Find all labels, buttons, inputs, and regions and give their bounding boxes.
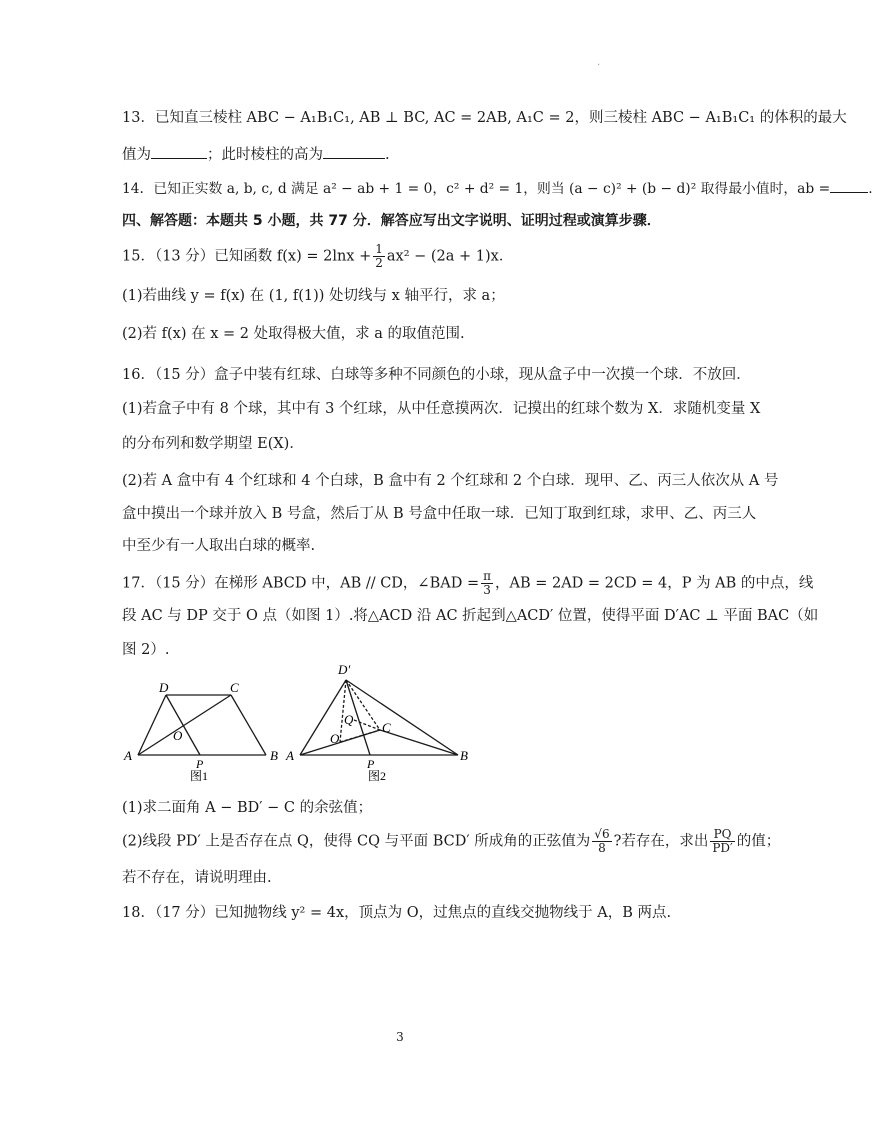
problem-16-q1-line-2: 的分布列和数学期望 E(X)． [122,436,304,452]
fig1-label-a: A [124,748,132,763]
problem-17-line-3: 图 2）. [122,642,170,658]
fig1-label-o: O [173,728,183,743]
fig2-label-a: A [286,748,294,763]
answer-blank-1[interactable] [151,144,207,159]
fraction-pi-over-3 [481,570,493,597]
problem-17-q2-text-a: (2)线段 PD′ 上是否存在点 Q，使得 CQ 与平面 BCD′ 所成角的正弦值为 [122,833,591,850]
fraction-denominator: 2 [375,256,383,270]
problem-17-line-1 [122,570,813,597]
fraction-numerator: π [483,569,491,583]
problem-15-q1: (1)若曲线 y = f(x) 在 (1, f(1)) 处切线与 x 轴平行，求 a； [122,288,505,304]
problem-16-q2-line-3: 中至少有一人取出白球的概率. [122,538,316,554]
fig1-label-b: B [270,748,278,763]
problem-17-q2-text-c: 的值； [736,833,781,850]
fraction-denominator: 8 [598,841,606,855]
problem-17-q3: 若不存在，请说明理由. [122,870,272,886]
fraction-denominator: 3 [483,583,491,597]
fig2-label-q: Q [344,712,354,727]
figure-2-caption: 图2 [368,769,387,783]
problem-14-line-1 [122,178,873,200]
problem-13-line-2 [122,144,390,166]
problem-17-q2-text-b: ?若存在，求出 [613,833,709,850]
problem-17-text-b: ，AB = 2AD = 2CD = 4，P 为 AB 的中点，线 [494,575,814,592]
problem-13-text-c: . [385,147,390,163]
problem-14-end: . [868,181,873,197]
figure-1-caption: 图1 [190,769,209,783]
problem-18-line-1: 18．（17 分）已知抛物线 y² = 4x，顶点为 O，过焦点的直线交抛物线于 A，B 两点. [122,905,672,921]
segment-oc [340,730,380,742]
edge-cb [231,695,266,755]
problem-17-text-a: 17．（15 分）在梯形 ABCD 中，AB // CD，∠BAD = [122,575,480,592]
problem-15-head [122,243,513,270]
problem-15-text: 15．（13 分）已知函数 f(x) = 2lnx + [122,248,372,265]
problem-14-text: 14．已知正实数 a, b, c, d 满足 a² − ab + 1 = 0，c² + d² = 1，则当 (a − c)² + (b − d)² 取得最小值时，ab = [122,181,831,197]
fig2-label-p: P [367,757,375,771]
fraction-denominator: PD′ [712,841,733,855]
segment-dp [166,695,200,755]
fraction-one-half [373,243,385,270]
page-number: 3 [396,1030,404,1044]
problem-13-text-b: ；此时棱柱的高为 [207,147,323,163]
corner-mark: · [597,60,601,71]
fraction-pq-over-pd [710,828,734,855]
answer-blank-3[interactable] [830,178,868,193]
geometry-figures [118,660,498,790]
fraction-root6-over-8 [592,828,611,855]
problem-17-q1: (1)求二面角 A − BD′ − C 的余弦值； [122,800,373,816]
edge-cb [380,730,458,755]
answer-blank-2[interactable] [323,144,385,159]
problem-16-q1-line-1: (1)若盒子中有 8 个球，其中有 3 个红球，从中任意摸两次．记摸出的红球个数为 X．求随机变量 X [122,401,761,417]
problem-15-q2: (2)若 f(x) 在 x = 2 处取得极大值，求 a 的取值范围. [122,326,465,342]
figure-2-folded [300,680,458,755]
fraction-numerator: PQ [710,828,734,842]
edge-ac [300,730,380,755]
problem-16-q2-line-2: 盒中摸出一个球并放入 B 号盒，然后丁从 B 号盒中任取一球．已知丁取到红球，求甲、乙、丙三人 [122,506,757,522]
fig1-label-c: C [230,680,239,695]
figure-1-trapezoid [138,695,266,755]
problem-13-text-a: 值为 [122,147,151,163]
fig1-label-p: P [196,757,204,771]
fraction-numerator: 1 [375,242,383,256]
fig1-label-d: D [159,680,169,695]
problem-16-q2-line-1: (2)若 A 盒中有 4 个红球和 4 个白球，B 盒中有 2 个红球和 2 个白球．现甲、乙、丙三人依次从 A 号 [122,473,779,489]
fig2-label-d-prime: D′ [338,662,351,677]
problem-17-line-2: 段 AC 与 DP 交于 O 点（如图 1）.将△ACD 沿 AC 折起到△ACD′ 位置，使得平面 D′AC ⊥ 平面 BAC（如 [122,608,819,624]
fig2-label-o: O [330,731,340,746]
fraction-numerator: √6 [594,827,610,841]
edge-db [346,680,458,755]
problem-15-tail: ax² − (2a + 1)x． [386,248,514,265]
section-heading: 四、解答题：本题共 5 小题，共 77 分．解答应写出文字说明、证明过程或演算步骤． [122,213,661,229]
problem-17-q2 [122,828,780,855]
fig2-label-b: B [460,748,468,763]
problem-13-line-1: 13．已知直三棱柱 ABC − A₁B₁C₁, AB ⊥ BC, AC = 2AB, A₁C = 2，则三棱柱 ABC − A₁B₁C₁ 的体积的最大 [122,110,847,126]
segment-qc [354,720,380,730]
problem-16-head: 16．（15 分）盒子中装有红球、白球等多种不同颜色的小球，现从盒子中一次摸一个球．不放回． [122,367,751,383]
fig2-label-c: C [382,720,391,735]
